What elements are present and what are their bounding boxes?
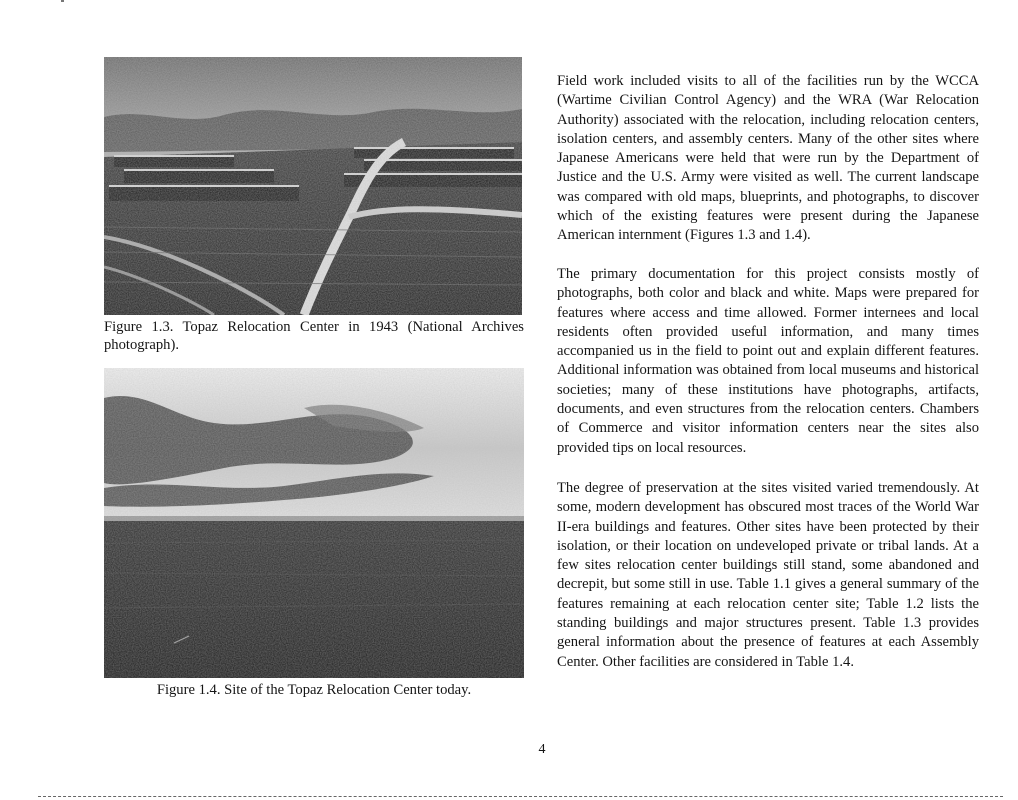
scan-speck: [61, 0, 64, 2]
figure-1-4-photo: [104, 368, 524, 678]
figure-1-3-caption: Figure 1.3. Topaz Relocation Center in 1943 (National Archives photograph).: [104, 319, 524, 353]
body-paragraph-3: The degree of preservation at the sites visited varied tremendously. At some, modern development has obscured most traces of the World War II-era buildings and features. Other sites have been protected by their isolation, or their location on undeveloped private or tribal lands. At a few sites relocation center buildings still stand, some abandoned and decrepit, but some still in use. Table 1.1 gives a general summary of the features remaining at each relocation center site; Table 1.2 lists the standing buildings and major structures present. Table 1.3 provides general information about the presence of features at each Assembly Center. Other facilities are considered in Table 1.4.: [557, 480, 979, 670]
body-paragraph-2: The primary documentation for this project consists mostly of photographs, both color and black and white. Maps were prepared for features where access and time allowed. Former internees and local residents often provided useful information, and many times accompanied us in the field to point out and explain different features. Additional information was obtained from local museums and historical societies; many of these institutions have photographs, artifacts, documents, and even structures from the relocation centers. Chambers of Commerce and visitor information centers near the sites also provided tips on local resources.: [557, 266, 979, 456]
figure-1-4-caption: Figure 1.4. Site of the Topaz Relocation Center today.: [156, 682, 472, 698]
bottom-scan-edge: [38, 796, 1003, 797]
figure-1-3-photo: [104, 57, 522, 315]
page-number: 4: [538, 742, 546, 757]
body-paragraph-1: Field work included visits to all of the facilities run by the WCCA (Wartime Civilian Control Agency) and the WRA (War Relocation Authority) associated with the relocation, including relocation centers, isolation centers, and assembly centers. Many of the other sites where Japanese Americans were held that were run by the Department of Justice and the U.S. Army were visited as well. The current landscape was compared with old maps, blueprints, and photographs, to discover which of the existing features were present during the Japanese American internment (Figures 1.3 and 1.4).: [557, 73, 979, 244]
